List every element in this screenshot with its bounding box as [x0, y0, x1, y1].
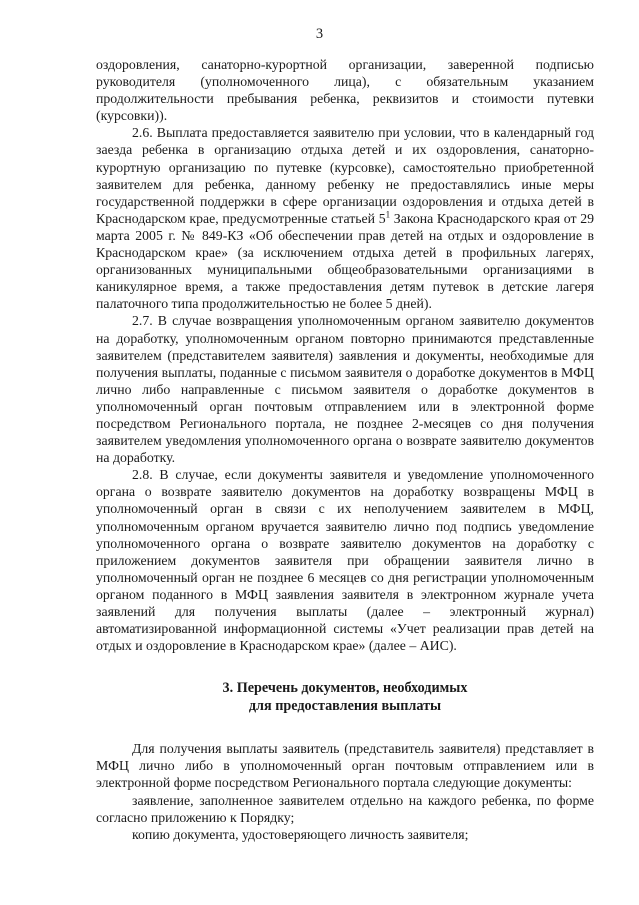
paragraph-2-6-text-b: Закона Краснодарского края от 29 марта 2005 г. № 849-КЗ «Об обеспечении прав детей на отдых и оздоровление в Краснодарском крае» (за исключением отдыха детей в профильных лагерях, организованных муниципальными общеобразовательными организациями в каникулярное время, а также предоставления детям путевок в детские лагеря палаточного типа продолжительностью не более 5 дней). — [96, 210, 594, 312]
document-body — [96, 56, 594, 843]
section-3-heading-line-2: для предоставления выплаты — [248, 697, 442, 714]
article-superscript: 1 — [385, 209, 391, 220]
paragraph-2-6 — [96, 124, 594, 312]
paragraph-intro: оздоровления, санаторно-курортной организации, заверенной подписью руководителя (уполномоченного лица), с обязательным указанием продолжительности пребывания ребенка, реквизитов и стоимости путевки (курсовки)). — [96, 57, 594, 124]
paragraph-2-8: 2.8. В случае, если документы заявителя и уведомление уполномоченного органа о возврате заявителю документов на доработку возвращены МФЦ в уполномоченный орган в связи с их неполучением заявителем в МФЦ, уполномоченным органом вручается заявителю лично под подпись уведомление уполномоченного органа о возврате заявителю документов на доработку с приложением документов заявителя при обращении заявителя лично в уполномоченный орган не позднее 6 месяцев со дня регистрации уполномоченным органом поданного в МФЦ заявления заявителя в электронном журнале учета заявлений для получения выплаты (далее – электронный журнал) автоматизированной информационной системы «Учет реализации прав детей на отдых и оздоровление в Краснодарском крае» (далее – АИС). — [96, 467, 594, 654]
list-item-identity-document: копию документа, удостоверяющего личность заявителя; — [132, 826, 469, 842]
list-item-application: заявление, заполненное заявителем отдельно на каждого ребенка, по форме согласно приложению к Порядку; — [96, 792, 594, 825]
section-3-heading-line-1: 3. Перечень документов, необходимых — [222, 680, 468, 697]
page-number: 3 — [315, 26, 324, 42]
paragraph-2-6-text-a: 2.6. Выплата предоставляется заявителю при условии, что в календарный год заезда ребенка в организацию отдыха детей и их оздоровления, санаторно-курортную организацию по путевке (курсовке), самостоятельно приобретенной заявителем для ребенка, данному ребенку не предоставлялись иные меры государственной поддержки в сфере организации оздоровления и отдыха детей в Краснодарском крае, предусмотренные статьей 5 — [96, 125, 594, 226]
section-3-heading — [96, 680, 594, 715]
paragraph-2-7: 2.7. В случае возвращения уполномоченным органом заявителю документов на доработку, уполномоченным органом повторно принимаются представленные заявителем (представителем заявителя) заявления и документы, необходимые для получения выплаты, поданные с письмом заявителя о доработке документов в МФЦ лично либо направленные с письмом заявителя о доработке документов в уполномоченный орган почтовым отправлением или в электронной форме посредством Регионального портала, не позднее 2-месяцев со дня получения заявителем уведомления уполномоченного органа о возврате заявителю документов на доработку. — [96, 313, 594, 466]
paragraph-3-intro: Для получения выплаты заявитель (представитель заявителя) представляет в МФЦ лично либо в уполномоченный орган почтовым отправлением или в электронной форме посредством Регионального портала следующие документы: — [96, 741, 594, 791]
